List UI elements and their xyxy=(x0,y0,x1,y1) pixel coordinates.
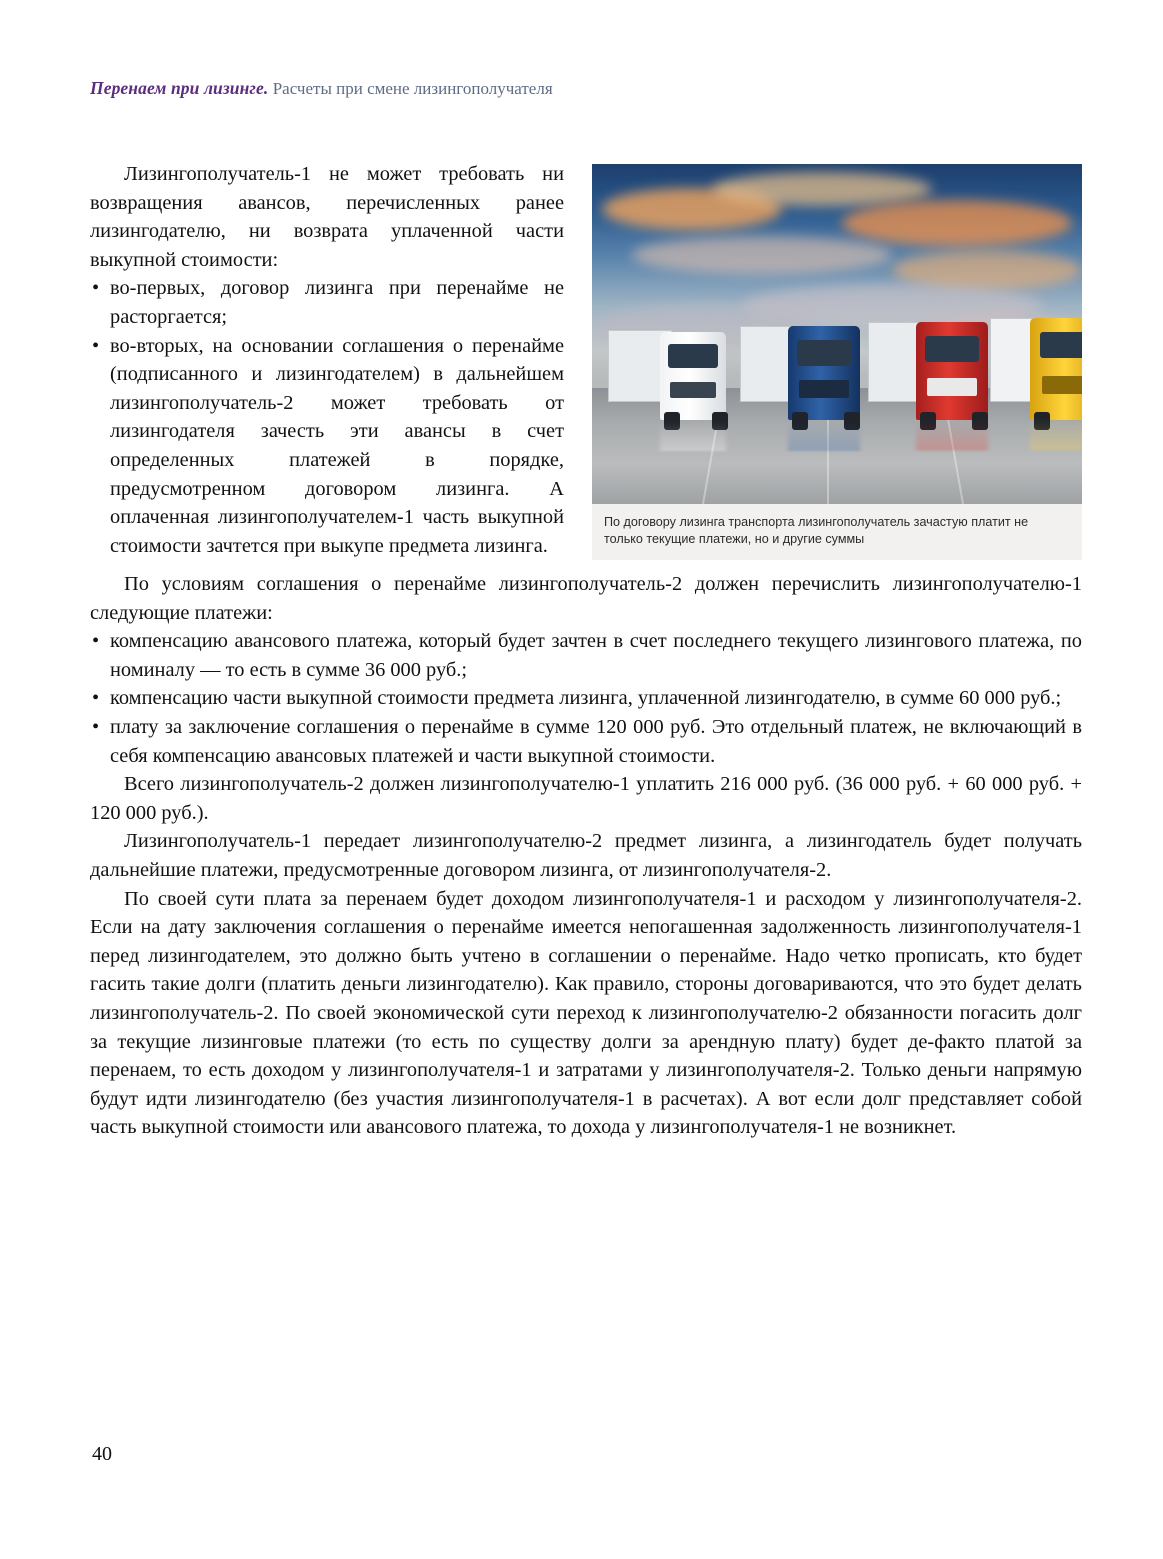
bullet-list-1 xyxy=(90,274,1082,560)
list-item: • компенсацию авансового платежа, который будет зачтен в счет последнего текущего лизингового платежа, по номиналу — то есть в сумме 36 000 руб.; xyxy=(90,627,1082,684)
paragraph-5: По своей сути плата за перенаем будет доходом лизингополучателя-1 и расходом у лизингополучателя-2. Если на дату заключения соглашения о перенайме имеется непогашенная задолженность лизингополучателя-1 перед лизингодателем, это должно быть учтено в соглашении о перенайме. Надо четко прописать, кто будет гасить такие долги (платить деньги лизингодателю). Как правило, стороны договариваются, что это будет делать лизингополучатель-2. По своей экономической сути переход к лизингополучателю-2 обязанности погасить долг за текущие лизинговые платежи (то есть по существу долги за арендную плату) будет де-факто платой за перенаем, то есть доходом у лизингополучателя-1 и затратами у лизингополучателя-2. Только деньги напрямую будут идти лизингодателю (без участия лизингополучателя-1 в расчетах). А вот если долг представляет собой часть выкупной стоимости или авансового платежа, то дохода у лизингополучателя-1 не возникнет. xyxy=(90,887,1082,1139)
figure-caption: По договору лизинга транспорта лизингополучатель зачастую платит не только текущие платежи, но и другие суммы xyxy=(592,504,1082,560)
list-item: • во-вторых, на основании соглашения о перенайме (подписанного и лизингодателем) в дальнейшем лизингополучатель-2 может требовать от лизингодателя зачесть эти авансы в счет определенных платежей в порядке, предусмотренном договором лизинга. А оплаченная лизингополучателем-1 часть выкупной стоимости зачтется при выкупе предмета лизинга. xyxy=(90,332,1082,561)
running-head-subtitle: Расчеты при смене лизингополучателя xyxy=(272,79,553,98)
paragraph-1: Лизингополучатель-1 не может требовать ни возвращения авансов, перечисленных ранее лизингодателю, ни возврата уплаченной части выкупной стоимости: xyxy=(90,163,564,271)
paragraph-4: Лизингополучатель-1 передает лизингополучателю-2 предмет лизинга, а лизингодатель будет получать дальнейшие платежи, предусмотренные договором лизинга, от лизингополучателя-2. xyxy=(90,830,1082,881)
bullet-list-2 xyxy=(90,627,1082,770)
paragraph-2: По условиям соглашения о перенайме лизингополучатель-2 должен перечислить лизингополучателю-1 следующие платежи: xyxy=(90,573,1082,624)
paragraph-3: Всего лизингополучатель-2 должен лизингополучателю-1 уплатить 216 000 руб. (36 000 руб. + 60 000 руб. + 120 000 руб.). xyxy=(90,773,1082,824)
list-item: • плату за заключение соглашения о перенайме в сумме 120 000 руб. Это отдельный платеж, не включающий в себя компенсацию авансовых платежей и части выкупной стоимости. xyxy=(90,713,1082,770)
list-item: • во-первых, договор лизинга при перенайме не расторгается; xyxy=(90,274,1082,331)
running-head xyxy=(90,78,1080,99)
cloud-shape xyxy=(632,236,892,274)
article-body xyxy=(90,160,1082,1142)
page-number: 40 xyxy=(92,1443,112,1465)
cloud-shape xyxy=(842,200,1072,246)
list-item: • компенсацию части выкупной стоимости предмета лизинга, уплаченной лизингодателю, в сумме 60 000 руб.; xyxy=(90,684,1082,713)
running-head-title: Перенаем при лизинге. xyxy=(90,78,269,98)
cloud-shape xyxy=(712,172,932,206)
intro-block xyxy=(90,160,1082,570)
